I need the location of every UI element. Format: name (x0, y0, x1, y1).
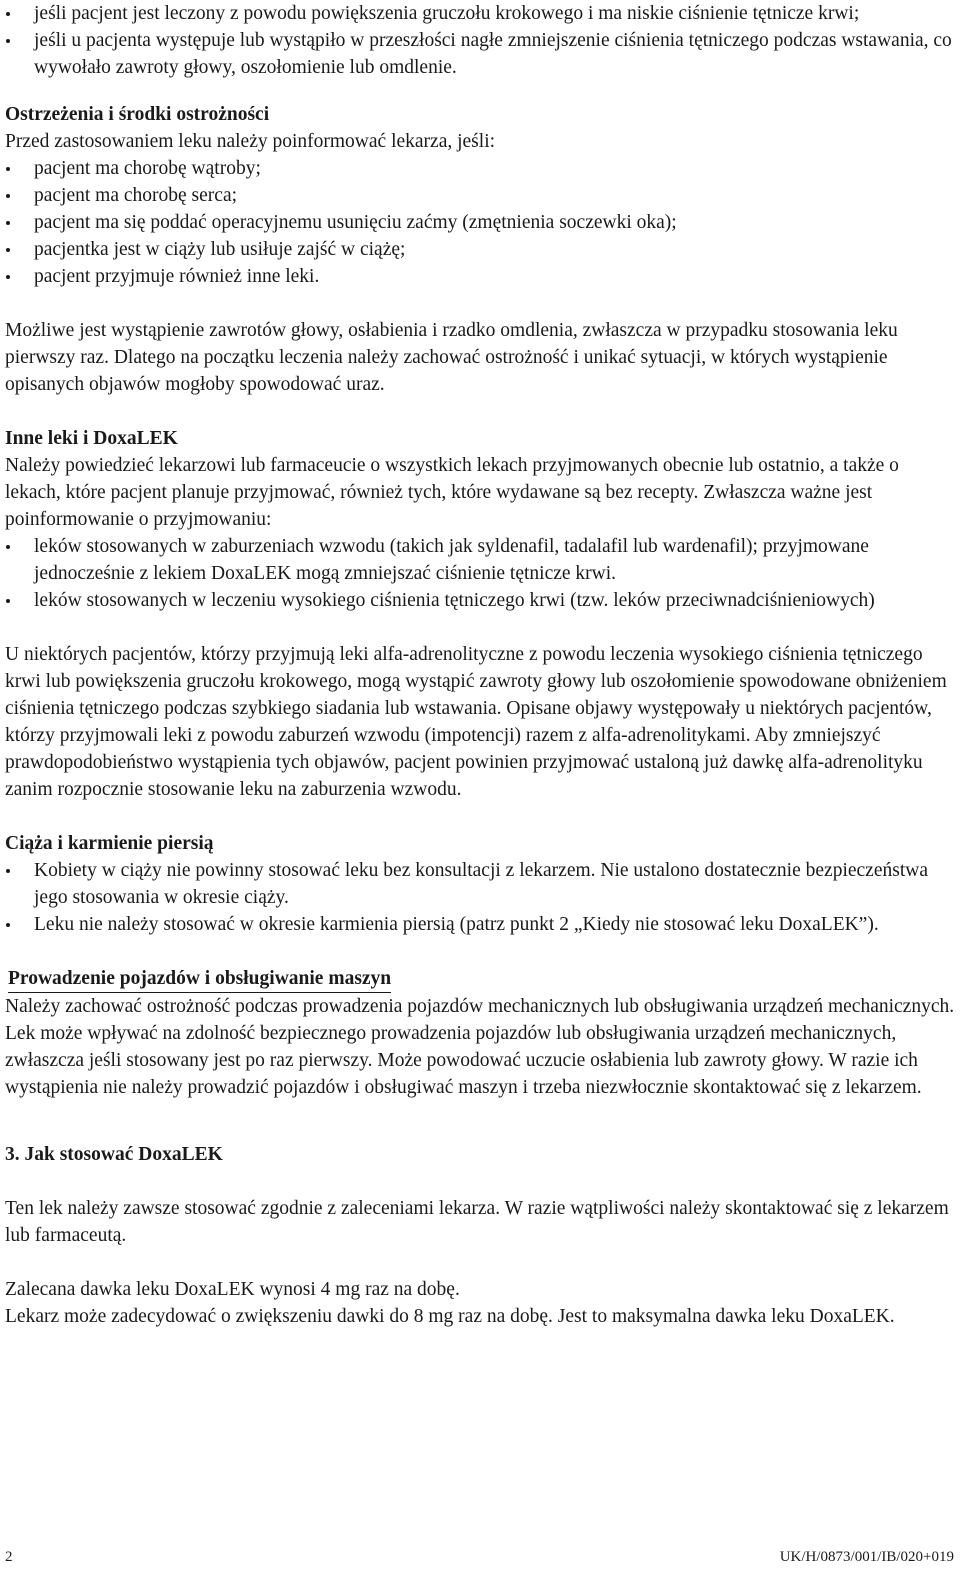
list-item: leków stosowanych w zaburzeniach wzwodu (takich jak syldenafil, tadalafil lub wardenafil); przyjmowane jednocześnie z lekiem DoxaLEK mogą zmniejszać ciśnienie tętnicze krwi. (5, 533, 955, 587)
warnings-list (5, 155, 955, 290)
list-item: pacjent ma chorobę serca; (5, 182, 955, 209)
page-number: 2 (5, 1549, 13, 1565)
driving-heading: Prowadzenie pojazdów i obsługiwanie maszyn (8, 967, 391, 993)
list-item: Leku nie należy stosować w okresie karmienia piersią (patrz punkt 2 „Kiedy nie stosować leku DoxaLEK”). (5, 911, 955, 938)
pregnancy-heading: Ciąża i karmienie piersią (5, 833, 214, 854)
list-item: pacjentka jest w ciąży lub usiłuje zajść w ciążę; (5, 236, 955, 263)
list-item: jeśli pacjent jest leczony z powodu powiększenia gruczołu krokowego i ma niskie ciśnienie tętnicze krwi; (5, 0, 955, 27)
other-meds-paragraph: U niektórych pacjentów, którzy przyjmują leki alfa-adrenolityczne z powodu leczenia wysokiego ciśnienia tętniczego krwi lub powiększenia gruczołu krokowego, mogą wystąpić zawroty głowy lub oszołomienie spowodowane obniżeniem ciśnienia tętniczego podczas szybkiego siadania lub wstawania. Opisane objawy występowały u niektórych pacjentów, którzy przyjmowali leki z powodu zaburzeń wzwodu (impotencji) razem z alfa-adrenolitykami. Aby zmniejszyć prawdopodobieństwo wystąpienia tych objawów, pacjent powinien przyjmować ustaloną już dawkę alfa-adrenolityku zanim rozpocznie stosowanie leku na zaburzenia wzwodu. (5, 644, 947, 800)
list-item: jeśli u pacjenta występuje lub wystąpiło w przeszłości nagłe zmniejszenie ciśnienia tętniczego podczas wstawania, co wywołało zawroty głowy, oszołomienie lub omdlenie. (5, 27, 955, 81)
driving-text: Należy zachować ostrożność podczas prowadzenia pojazdów mechanicznych lub obsługiwania urządzeń mechanicznych. Lek może wpływać na zdolność bezpiecznego prowadzenia pojazdów lub obsługiwania urządzeń mechanicznych, zwłaszcza jeśli stosowany jest po raz pierwszy. Może powodować uczucie osłabienia lub zawroty głowy. W razie ich wystąpienia nie należy prowadzić pojazdów i obsługiwać maszyn i trzeba niezwłocznie skontaktować się z lekarzem. (5, 996, 955, 1098)
section-3-paragraph-2: Zalecana dawka leku DoxaLEK wynosi 4 mg raz na dobę. (5, 1279, 460, 1300)
list-item: leków stosowanych w leczeniu wysokiego ciśnienia tętniczego krwi (tzw. leków przeciwnadciśnieniowych) (5, 587, 955, 614)
document-page (5, 0, 955, 1330)
section-3-paragraph-3: Lekarz może zadecydować o zwiększeniu dawki do 8 mg raz na dobę. Jest to maksymalna dawka leku DoxaLEK. (5, 1306, 895, 1327)
list-item: pacjent ma chorobę wątroby; (5, 155, 955, 182)
warnings-heading: Ostrzeżenia i środki ostrożności (5, 104, 270, 125)
list-item: Kobiety w ciąży nie powinny stosować leku bez konsultacji z lekarzem. Nie ustalono dostatecznie bezpieczeństwa jego stosowania w okresie ciąży. (5, 857, 955, 911)
section-3-paragraph-1: Ten lek należy zawsze stosować zgodnie z zaleceniami lekarza. W razie wątpliwości należy skontaktować się z lekarzem lub farmaceutą. (5, 1198, 949, 1246)
other-meds-list (5, 533, 955, 614)
list-item: pacjent ma się poddać operacyjnemu usunięciu zaćmy (zmętnienia soczewki oka); (5, 209, 955, 236)
dosage-section (5, 1141, 955, 1330)
other-meds-section (5, 425, 955, 803)
other-meds-intro: Należy powiedzieć lekarzowi lub farmaceucie o wszystkich lekach przyjmowanych obecnie lub ostatnio, a także o lekach, które pacjent planuje przyjmować, również tych, które wydawane są bez recepty. Zwłaszcza ważne jest poinformowanie o przyjmowaniu: (5, 455, 899, 530)
warnings-intro: Przed zastosowaniem leku należy poinformować lekarza, jeśli: (5, 131, 496, 152)
warnings-note: Możliwe jest wystąpienie zawrotów głowy, osłabienia i rzadko omdlenia, zwłaszcza w przypadku stosowania leku pierwszy raz. Dlatego na początku leczenia należy zachować ostrożność i unikać sytuacji, w których wystąpienie opisanych objawów mogłoby spowodować uraz. (5, 320, 898, 395)
contraindications-list-continued (5, 0, 955, 81)
other-meds-heading: Inne leki i DoxaLEK (5, 428, 178, 449)
pregnancy-list (5, 857, 955, 938)
list-item: pacjent przyjmuje również inne leki. (5, 263, 955, 290)
driving-section (5, 965, 955, 1101)
document-code: UK/H/0873/001/IB/020+019 (779, 1549, 954, 1565)
pregnancy-section (5, 830, 955, 938)
warnings-section (5, 101, 955, 398)
section-3-heading: 3. Jak stosować DoxaLEK (5, 1144, 223, 1165)
